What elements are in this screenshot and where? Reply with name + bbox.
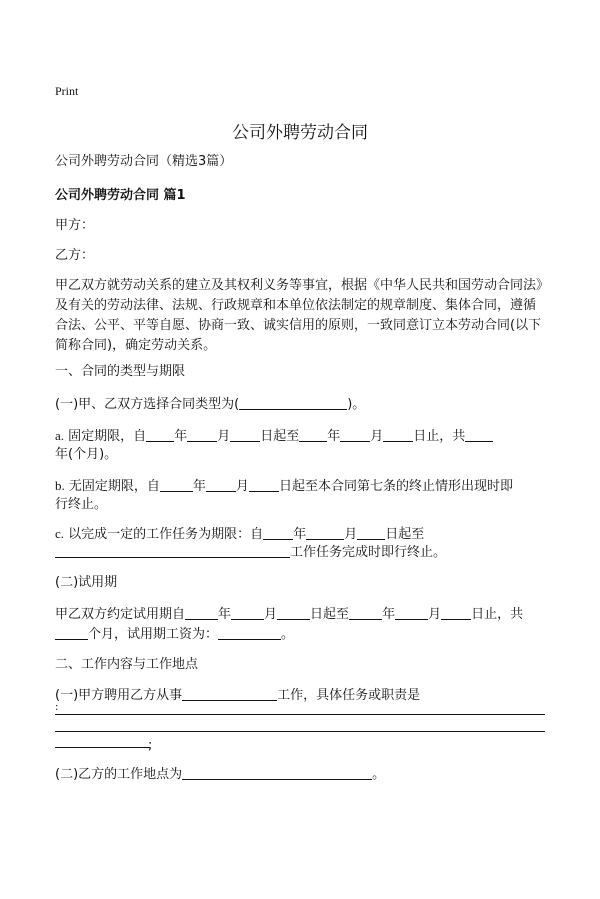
fill-blank[interactable] <box>441 606 471 620</box>
option-c-line-1 <box>55 524 424 544</box>
unit-day-from: 日起至 <box>260 429 300 444</box>
option-a-text: 固定期限，自 <box>68 429 147 444</box>
work-content-text: (一)甲方聘用乙方从事 <box>55 688 183 703</box>
option-b-text: 无固定期限，自 <box>68 479 160 494</box>
fill-blank[interactable] <box>146 428 174 442</box>
option-c-text: 日起至 <box>385 527 425 542</box>
fill-blank-contract-type[interactable] <box>239 396 347 410</box>
intro-paragraph: 甲乙双方就劳动关系的建立及其权利义务等事宜，根据《中华人民共和国劳动合同法》及有关的劳动法律、法规、行政规章和本单位依法制定的规章制度、集体合同，遵循合法、公平、平等自愿、协商一致、诚实信用的原则，一致同意订立本劳动合同(以下简称合同)，确定劳动关系。 <box>55 278 543 353</box>
probation-text: 。 <box>281 627 295 642</box>
unit-year: 年 <box>218 607 232 622</box>
option-c-line-2 <box>55 543 446 562</box>
fill-blank[interactable] <box>187 428 217 442</box>
section-title: 公司外聘劳动合同 篇1 <box>55 188 186 203</box>
fill-blank[interactable] <box>383 428 413 442</box>
work-content-text: 工作，具体任务或职责是 <box>277 688 421 703</box>
fill-line-duties-1[interactable] <box>55 714 545 715</box>
unit-year: 年 <box>327 429 341 444</box>
fill-blank[interactable] <box>160 478 193 492</box>
clause-text: )。 <box>347 397 366 412</box>
fill-blank[interactable] <box>55 626 88 640</box>
unit-month: 月 <box>344 527 358 542</box>
probation-text: 日止，共 <box>471 607 524 622</box>
unit-month: 月 <box>370 429 384 444</box>
fill-blank[interactable] <box>277 606 310 620</box>
option-b-line-2: 行终止。 <box>55 497 108 512</box>
heading-probation: (二)试用期 <box>55 575 118 590</box>
clause-text: (一)甲、乙双方选择合同类型为( <box>55 397 240 412</box>
document-title: 公司外聘劳动合同 <box>232 123 368 143</box>
clause-contract-type <box>55 395 365 414</box>
fill-line-duties-2[interactable] <box>55 731 545 732</box>
fill-blank[interactable] <box>263 526 293 540</box>
fill-blank[interactable] <box>349 606 382 620</box>
heading-work-content: 二、工作内容与工作地点 <box>55 657 199 672</box>
unit-year: 年 <box>382 607 396 622</box>
work-location-text: 。 <box>372 767 386 782</box>
fill-blank[interactable] <box>206 478 236 492</box>
work-semicolon: ; <box>148 738 153 753</box>
probation-text: 日起至 <box>310 607 350 622</box>
option-a-line-1 <box>55 426 493 446</box>
fill-blank[interactable] <box>395 606 428 620</box>
fill-line-duties-3[interactable] <box>55 747 150 748</box>
fill-blank-task[interactable] <box>55 544 290 558</box>
unit-month: 月 <box>235 479 249 494</box>
print-link[interactable]: Print <box>55 84 79 98</box>
option-c-prefix: c. <box>55 526 65 541</box>
unit-month: 月 <box>428 607 442 622</box>
fill-blank-wage[interactable] <box>218 626 281 640</box>
probation-line-1 <box>55 605 523 624</box>
work-location-line <box>55 765 385 784</box>
fill-blank[interactable] <box>306 526 344 540</box>
unit-year: 年 <box>293 527 307 542</box>
work-location-text: (二)乙方的工作地点为 <box>55 767 183 782</box>
option-b-prefix: b. <box>55 478 65 493</box>
option-a-line-2: 年(个月)。 <box>55 447 118 462</box>
fill-blank[interactable] <box>299 428 327 442</box>
fill-blank[interactable] <box>340 428 370 442</box>
fill-blank[interactable] <box>231 606 264 620</box>
probation-line-2 <box>55 625 294 644</box>
option-a-prefix: a. <box>55 428 65 443</box>
option-c-text: 以完成一定的工作任务为期限：自 <box>68 527 264 542</box>
probation-text: 甲乙双方约定试用期自 <box>55 607 186 622</box>
party-a-label: 甲方： <box>55 218 95 233</box>
fill-blank-location[interactable] <box>182 766 372 780</box>
unit-year: 年 <box>174 429 188 444</box>
fill-blank[interactable] <box>185 606 218 620</box>
fill-blank[interactable] <box>249 478 279 492</box>
unit-day-until: 日止，共 <box>413 429 466 444</box>
heading-contract-type: 一、合同的类型与期限 <box>55 364 186 379</box>
probation-text: 个月，试用期工资为： <box>88 627 219 642</box>
fill-blank[interactable] <box>465 428 493 442</box>
unit-month: 月 <box>264 607 278 622</box>
document-subtitle: 公司外聘劳动合同（精选3篇） <box>55 154 233 169</box>
unit-month: 月 <box>217 429 231 444</box>
option-b-line-1 <box>55 476 513 496</box>
unit-year: 年 <box>192 479 206 494</box>
fill-blank[interactable] <box>230 428 260 442</box>
party-b-label: 乙方： <box>55 248 95 263</box>
work-colon: : <box>55 702 59 713</box>
fill-blank[interactable] <box>357 526 385 540</box>
option-c-text: 工作任务完成时即行终止。 <box>290 545 447 560</box>
option-b-text: 日起至本合同第七条的终止情形出现时即 <box>278 479 513 494</box>
fill-blank-job[interactable] <box>182 687 277 701</box>
work-content-line <box>55 686 420 705</box>
